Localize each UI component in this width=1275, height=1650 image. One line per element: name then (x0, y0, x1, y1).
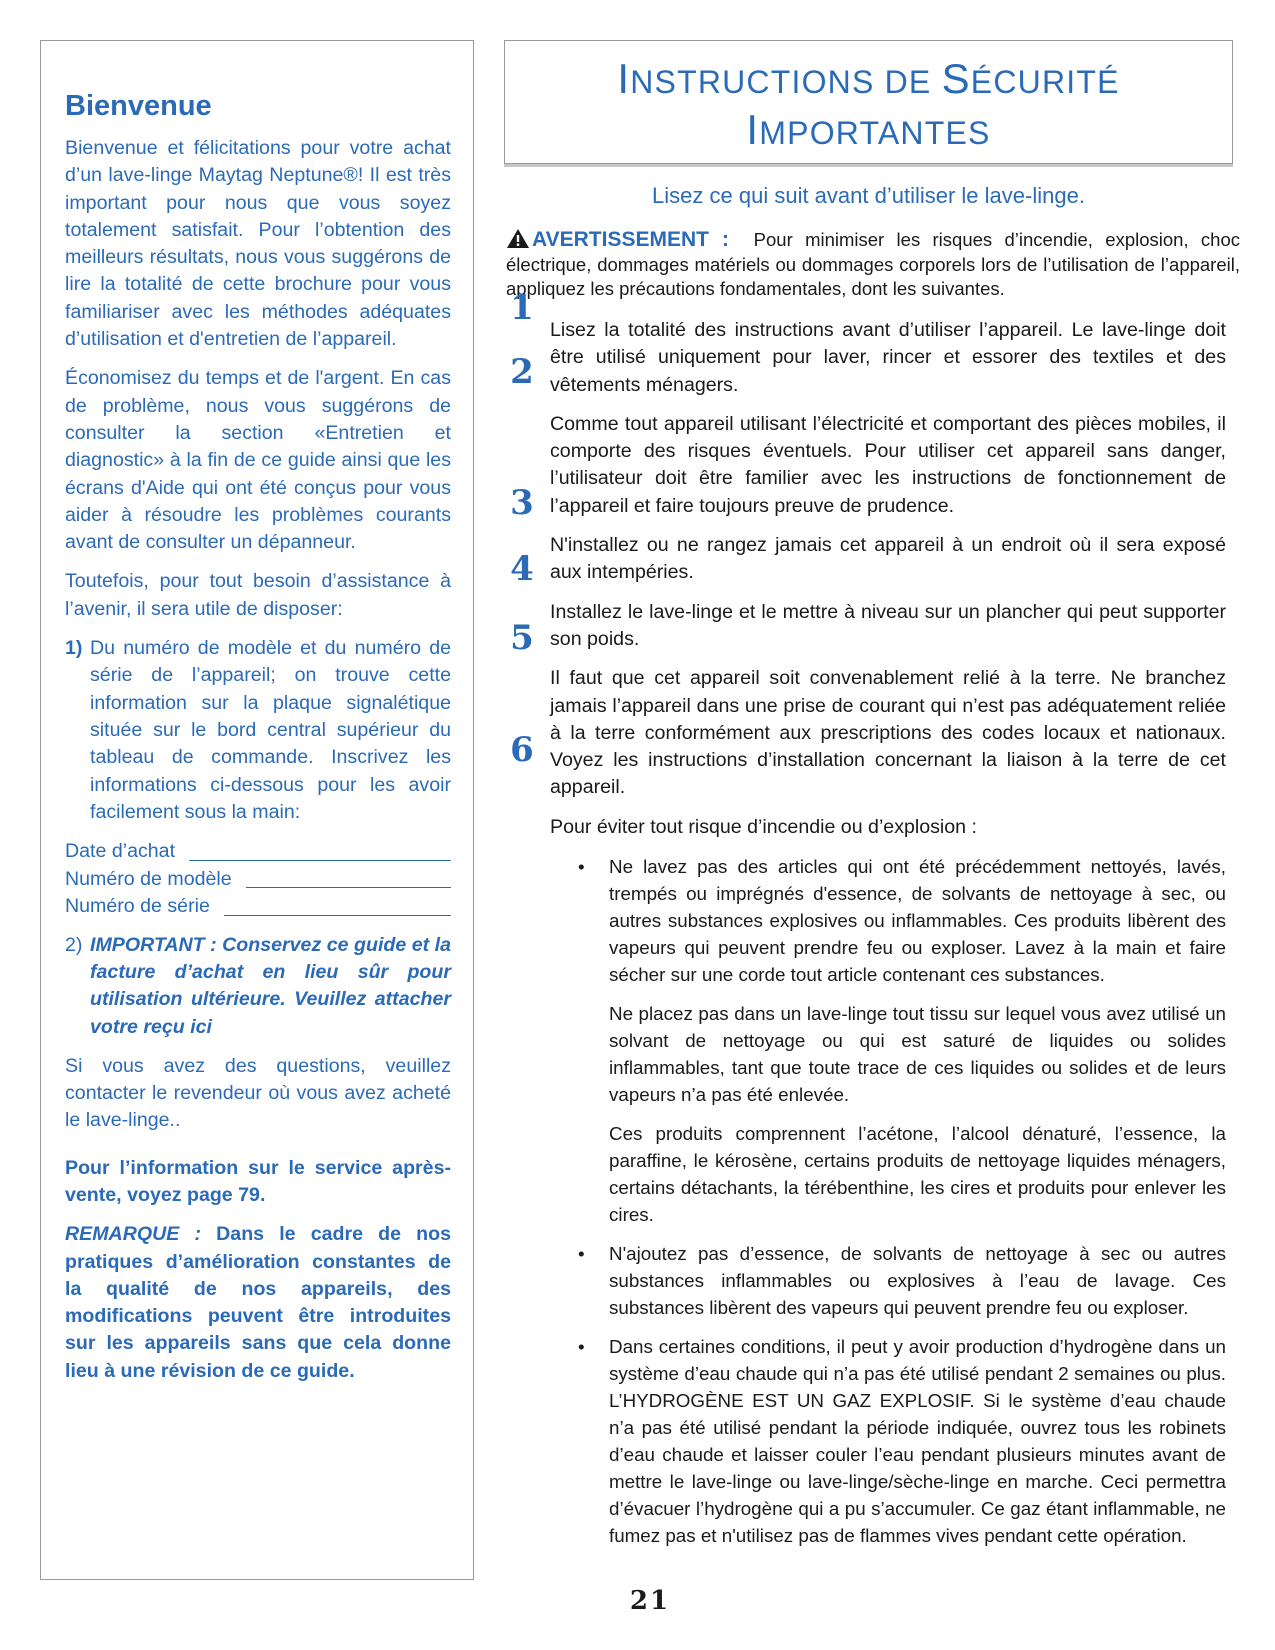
write-line (246, 887, 451, 888)
bullet-text: Ne placez pas dans un lave-linge tout tissu sur lequel vous avez utilisé un solvant de nettoyage ou qui est saturé de liquides ou solides inflammables, tant que toute trace de ces liquides ou solides et de leurs vapeurs n’a pas été enlevée. (609, 1003, 1226, 1106)
bullet: • (578, 1243, 585, 1265)
bullet-text: N'ajoutez pas d’essence, de solvants de nettoyage à sec ou autres substances inflammables ou explosives à l’eau de lavage. Ces substances libèrent des vapeurs qui peuvent prendre feu ou exploser. (609, 1243, 1226, 1319)
savings-paragraph: Économisez du temps et de l'argent. En cas de problème, nous vous suggérons de consulter la section «Entretien et diagnostic» à la fin de ce guide ainsi que les écrans d'Aide qui ont été conçus pour vous aider à résoudre les problèmes courants avant de consulter un dépanneur. (65, 367, 451, 554)
step-number-5: 5 (506, 622, 538, 654)
fire-prevention-list (578, 853, 1226, 1549)
list-item (578, 853, 1226, 1228)
important-item (65, 932, 451, 1041)
warning-block (506, 228, 1240, 302)
item-number: 2) (65, 933, 83, 956)
step-number-2: 2 (506, 356, 538, 388)
page-title (504, 40, 1233, 164)
remarque-text: Dans le cadre de nos pratiques d’amélioration constantes de la qualité de nos appareils, des modifications peuvent être introduites sur les appareils sans que cela donne lieu à une révision de ce guide. (65, 1223, 451, 1382)
list-item (578, 1240, 1226, 1321)
step-text: Comme tout appareil utilisant l’électricité et comportant des pièces mobiles, il comporte des risques éventuels. Pour utiliser cet appareil sans danger, l’utilisateur doit être familier avec les instructions de fonctionnement de l’appareil et faire toujours preuve de prudence. (550, 412, 1226, 517)
step-text: Installez le lave-linge et le mettre à niveau sur un plancher qui peut supporter son poids. (550, 600, 1226, 650)
list-item (578, 1333, 1226, 1549)
warning-text: Pour minimiser les risques d’incendie, explosion, choc électrique, dommages matériels ou dommages corporels lors de l’utilisation de l’appareil, appliquez les précautions fondamentales, dont les suivantes. (506, 229, 1240, 299)
record-fields (65, 838, 451, 921)
subtitle: Lisez ce qui suit avant d’utiliser le lave-linge. (652, 183, 1085, 208)
safety-steps (550, 317, 1226, 1561)
serial-number-field (65, 893, 451, 921)
page-number: 21 (629, 1586, 671, 1616)
bullet-text: Dans certaines conditions, il peut y avoir production d’hydrogène dans un système d’eau chaude qui n’a pas été utilisé pendant 2 semaines ou plus. L’HYDROGÈNE EST UN GAZ EXPLOSIF. Si le système d’eau chaude n’a pas été utilisé pendant la période indiquée, ouvrez tous les robinets d’eau chaude et laisser couler l’eau pendant plusieurs minutes avant de mettre le lave-linge ou lave-linge/sèche-linge en marche. Ceci permettra d’évacuer l’hydrogène qui a pu s’accumuler. Ce gaz étant inflammable, ne fumez pas et n'utilisez pas de flammes vives pendant cette opération. (609, 1336, 1226, 1547)
bullet: • (578, 1336, 585, 1358)
questions-paragraph: Si vous avez des questions, veuillez contacter le revendeur où vous avez acheté le lave-linge.. (65, 1054, 451, 1132)
sidebar-heading: Bienvenue (65, 90, 212, 122)
step-number-1: 1 (506, 292, 538, 324)
title-line-2: IMPORTANTES (746, 106, 991, 153)
remarque-label: REMARQUE : (65, 1223, 201, 1246)
model-serial-item (65, 635, 451, 826)
service-paragraph: Pour l’information sur le service après-vente, voyez page 79. (65, 1156, 451, 1206)
step-number-6: 6 (506, 734, 538, 766)
write-line (224, 915, 451, 916)
item-text: Du numéro de modèle et du numéro de série de l’appareil; on trouve cette information sur la plaque signalétique située sur le bord central supérieur du tableau de commande. Inscrivez les informations ci-dessous pour les avoir facilement sous la main: (90, 637, 451, 823)
step-text: Pour éviter tout risque d’incendie ou d’explosion : (550, 815, 977, 838)
step-text: Lisez la totalité des instructions avant d’utiliser l’appareil. Le lave-linge doit être utilisé uniquement pour laver, rincer et essorer des textiles et des vêtements ménagers. (550, 319, 1226, 396)
step-number-4: 4 (506, 553, 538, 585)
welcome-paragraph: Bienvenue et félicitations pour votre achat d’un lave-linge Maytag Neptune®! Il est très important pour nous que vous soyez totalement satisfait. Pour l’obtention des meilleurs résultats, nous vous suggérons de lire la totalité de cette brochure pour vous familiariser avec les méthodes adéquates d’utilisation et d'entretien de l’appareil. (65, 137, 451, 351)
item-number: 1) (65, 637, 83, 660)
field-label: Numéro de série (65, 895, 210, 918)
warning-triangle-icon (506, 229, 532, 250)
bullet: • (578, 856, 585, 878)
field-label: Date d’achat (65, 840, 176, 863)
warning-label: AVERTISSEMENT : (532, 228, 729, 251)
title-line-1: INSTRUCTIONS DE SÉCURITÉ (617, 55, 1120, 102)
step-text: N'installez ou ne rangez jamais cet appareil à un endroit où il sera exposé aux intempéries. (550, 534, 1226, 584)
assistance-paragraph: Toutefois, pour tout besoin d’assistance à l’avenir, il sera utile de disposer: (65, 570, 451, 620)
item-text: IMPORTANT : Conservez ce guide et la facture d’achat en lieu sûr pour utilisation ultérieure. Veuillez attacher votre reçu ici (90, 933, 451, 1038)
bullet-text: Ces produits comprennent l’acétone, l’alcool dénaturé, l’essence, la paraffine, le kérosène, certains produits de nettoyage liquides ménagers, certains détachants, la térébenthine, les cires et produits pour enlever les cires. (609, 1123, 1226, 1226)
bullet-text: Ne lavez pas des articles qui ont été précédemment nettoyés, lavés, trempés ou imprégnés d'essence, de solvants de nettoyage à sec, ou autres substances explosives ou inflammables. Ces produits libèrent des vapeurs qui peuvent prendre feu ou exploser. Lavez à la main et faire sécher sur une corde tout article contenant ces substances. (609, 856, 1226, 986)
step-text: Il faut que cet appareil soit convenablement relié à la terre. Ne branchez jamais l’appareil dans une prise de courant qui n’est pas adéquatement reliée à la terre conformément aux prescriptions des codes locaux et nationaux. Voyez les instructions d’installation concernant la liaison à la terre de cet appareil. (550, 667, 1226, 799)
welcome-sidebar (40, 40, 474, 1580)
write-line (189, 860, 451, 861)
field-label: Numéro de modèle (65, 867, 232, 890)
model-number-field (65, 866, 451, 894)
remarque-paragraph (65, 1221, 451, 1385)
step-number-3: 3 (506, 487, 538, 519)
purchase-date-field (65, 838, 451, 866)
